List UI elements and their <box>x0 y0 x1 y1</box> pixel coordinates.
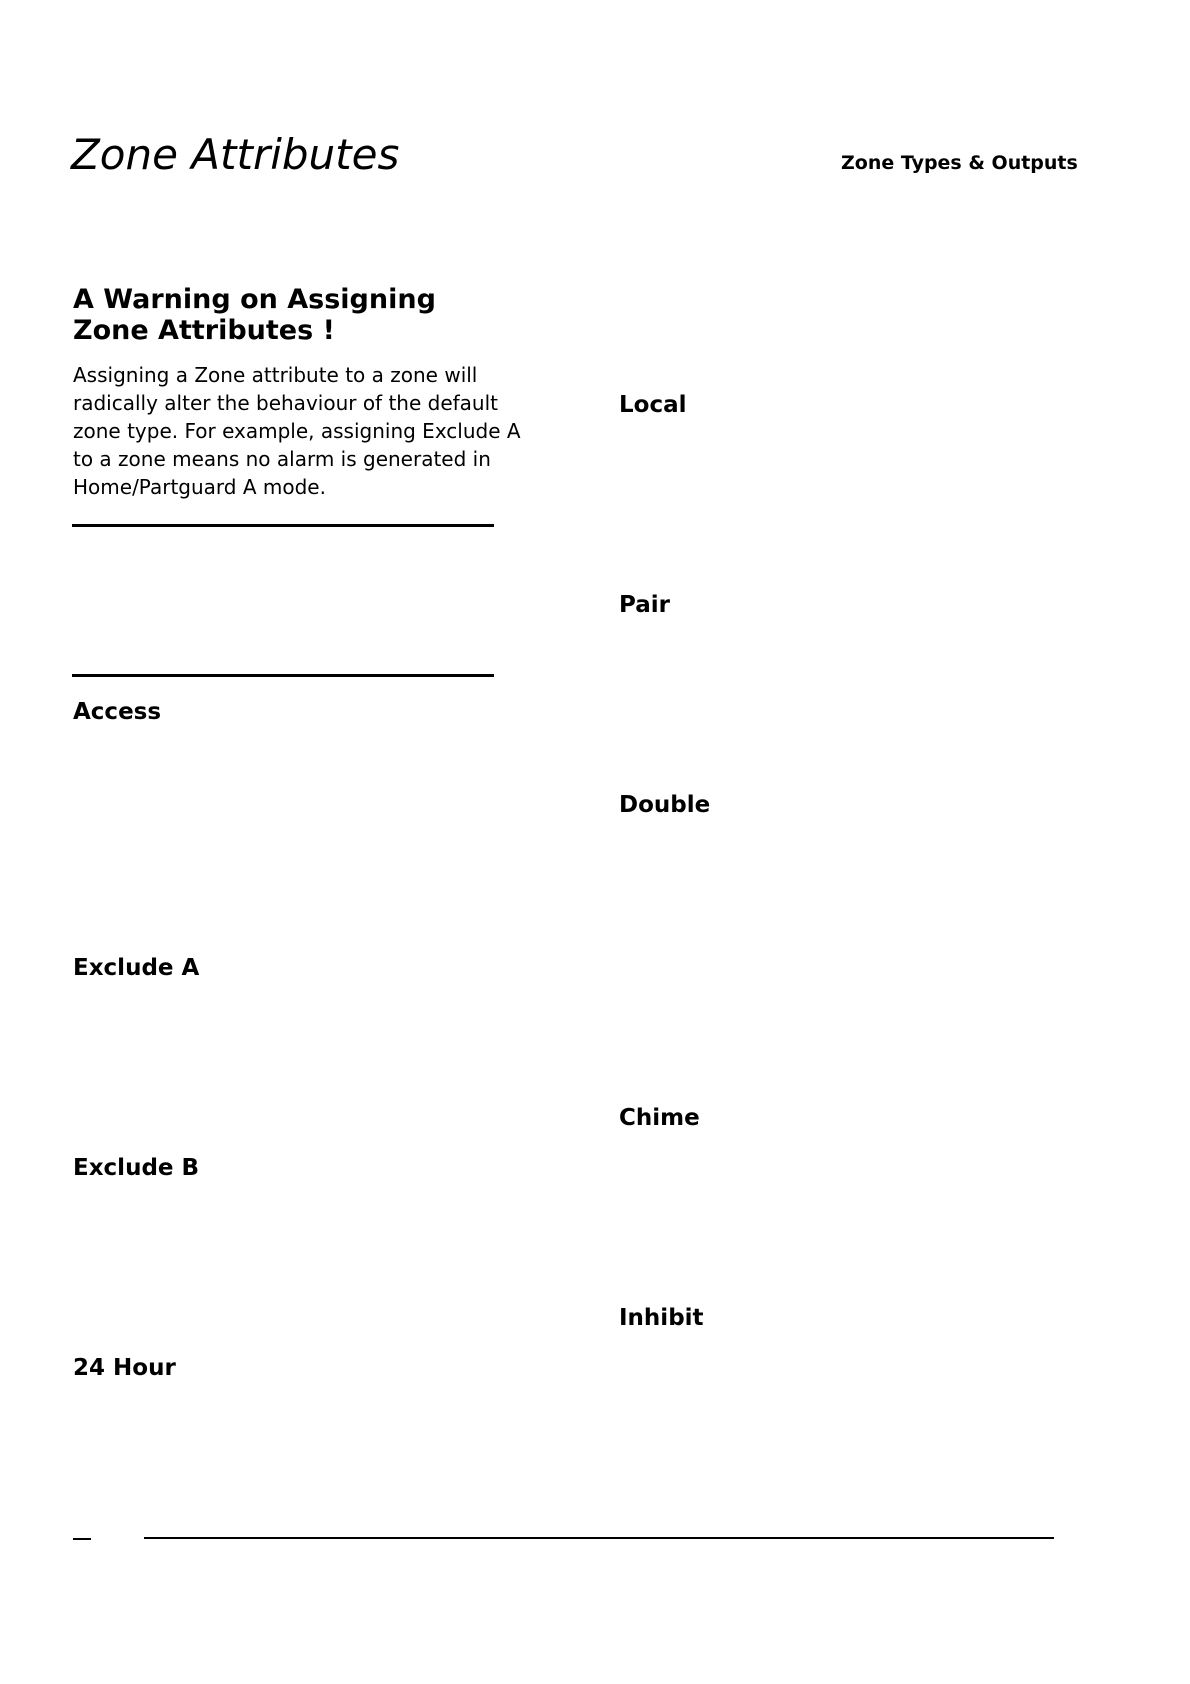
attribute-chime: Chime <box>619 1105 700 1131</box>
divider-top <box>72 524 494 527</box>
footer-rule <box>144 1537 1054 1539</box>
attribute-double: Double <box>619 792 711 818</box>
attribute-exclude-a: Exclude A <box>73 955 200 981</box>
section-label: Zone Types & Outputs <box>841 152 1078 174</box>
page-title: Zone Attributes <box>71 130 400 179</box>
divider-bottom <box>72 674 494 677</box>
attribute-exclude-b: Exclude B <box>73 1155 200 1181</box>
attribute-inhibit: Inhibit <box>619 1305 704 1331</box>
attribute-access: Access <box>73 699 162 725</box>
warning-title: A Warning on Assigning Zone Attributes ! <box>73 284 436 346</box>
attribute-24-hour: 24 Hour <box>73 1355 176 1381</box>
attribute-local: Local <box>619 392 687 418</box>
footer-dash <box>73 1538 91 1540</box>
attribute-pair: Pair <box>619 592 670 618</box>
warning-body: Assigning a Zone attribute to a zone will radically alter the behaviour of the default zone type. For example, assigning Exclude A to a zone means no alarm is generated in Home/Partguard A mode. <box>73 363 521 499</box>
